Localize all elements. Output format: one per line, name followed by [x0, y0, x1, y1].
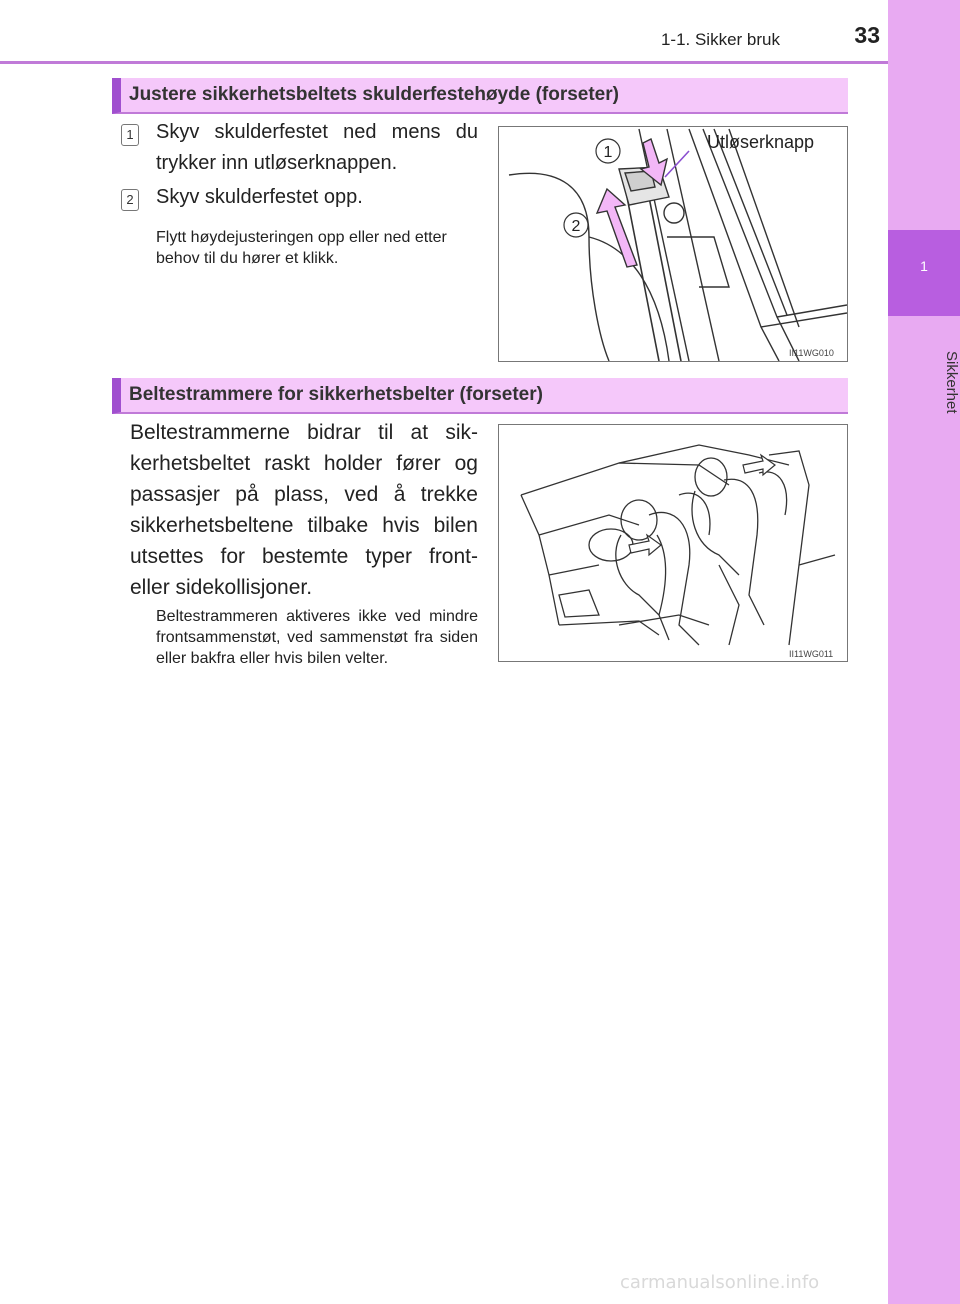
section1-note: Flytt høydejusteringen opp eller ned etter behov til du hører et klikk. — [156, 229, 447, 267]
chapter-label: Sikkerhet — [943, 350, 960, 414]
header-section: 1-1. Sikker bruk — [660, 30, 780, 49]
header-divider — [0, 61, 888, 64]
section2-body: Beltestrammerne bidrar til at sik-kerhetsbeltet raskt holder fører og passasjer på plass, ved å trekke sikkerhetsbeltene tilbake hvis bilen utsettes for bestemte typer front- eller sidekollisjoner. — [130, 421, 478, 599]
figure-code: II11WG011 — [789, 649, 834, 659]
page-number: 33 — [854, 22, 880, 48]
side-tab — [888, 0, 960, 1304]
release-button-label: Utløserknapp — [707, 132, 815, 152]
step-badge-1: 1 — [121, 124, 139, 146]
step-badge-2: 2 — [121, 189, 139, 211]
marker-1-label: 1 — [603, 144, 613, 161]
chapter-number: 1 — [920, 258, 928, 274]
section-heading-pretensioners: Beltestrammere for sikkerhetsbelter (forseter) — [112, 378, 848, 414]
figure-pretensioner — [498, 424, 848, 662]
step-1-text: Skyv skulderfestet ned mens du trykker inn utløserknappen. — [156, 121, 478, 174]
arrow-right-icon — [629, 535, 661, 555]
figure-code: II11WG010 — [789, 348, 834, 358]
section2-note: Beltestrammeren aktiveres ikke ved mindre frontsammenstøt, ved sammenstøt fra siden eller bakfra eller hvis bilen velter. — [156, 608, 478, 667]
watermark: carmanualsonline.info — [620, 1272, 820, 1293]
section-heading-shoulder-anchor: Justere sikkerhetsbeltets skulderfestehøyde (forseter) — [112, 78, 848, 114]
shoulder-anchor-illustration — [499, 127, 847, 361]
step-2-text: Skyv skulderfestet opp. — [156, 186, 363, 208]
marker-2-label: 2 — [571, 218, 581, 235]
figure-shoulder-anchor — [498, 126, 848, 362]
car-interior-illustration — [499, 425, 847, 661]
